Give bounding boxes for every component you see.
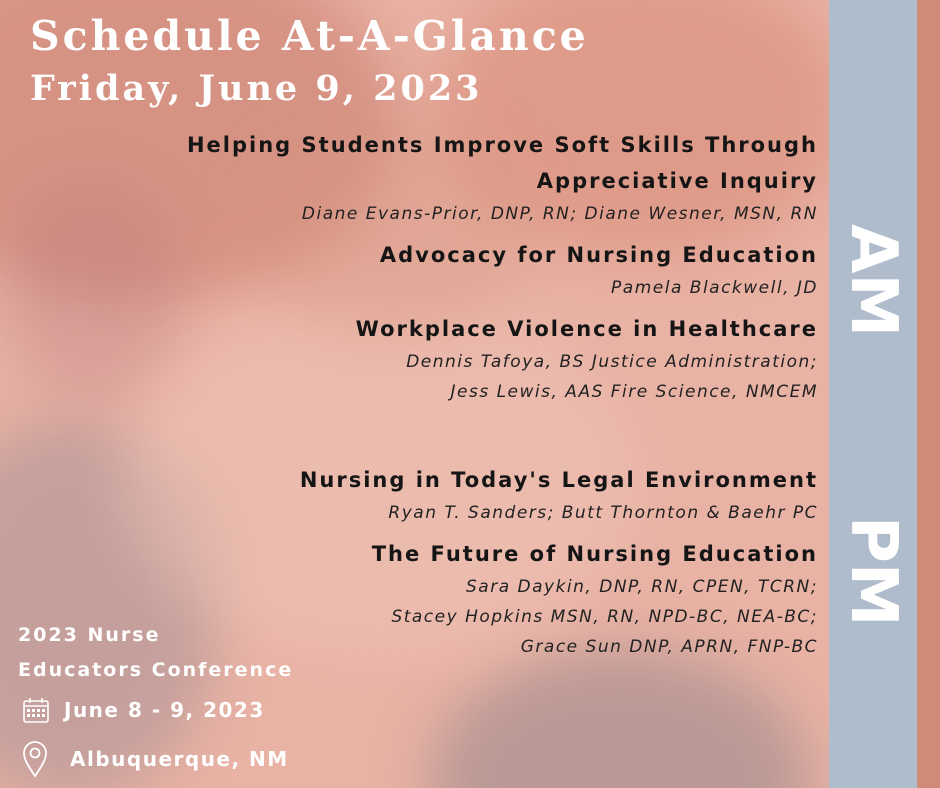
session-title: Appreciative Inquiry <box>536 169 818 193</box>
session-speakers: Diane Evans-Prior, DNP, RN; Diane Wesner, MSN, RN <box>301 204 818 224</box>
session-speakers: Pamela Blackwell, JD <box>611 278 818 298</box>
conference-name-line: 2023 Nurse <box>18 624 161 646</box>
page-title: Schedule At-A-Glance <box>30 12 589 60</box>
conference-dates-row <box>22 696 265 724</box>
time-band <box>829 0 917 788</box>
session-title: Advocacy for Nursing Education <box>379 243 818 267</box>
session-future-nursing <box>372 536 818 662</box>
session-workplace-violence <box>356 311 818 407</box>
right-edge-strip <box>917 0 940 788</box>
am-label: AM <box>836 224 910 338</box>
calendar-icon <box>22 696 50 724</box>
session-speakers: Grace Sun DNP, APRN, FNP-BC <box>520 637 818 657</box>
session-advocacy <box>380 237 818 303</box>
conference-name-line: Educators Conference <box>18 659 294 681</box>
session-title: Nursing in Today's Legal Environment <box>299 468 818 492</box>
session-speakers: Sara Daykin, DNP, RN, CPEN, TCRN; <box>466 577 818 597</box>
session-speakers: Dennis Tafoya, BS Justice Administration; <box>406 352 818 372</box>
session-soft-skills <box>187 127 818 229</box>
session-title: Workplace Violence in Healthcare <box>355 317 818 341</box>
conference-location-row <box>22 740 289 778</box>
session-legal-environment <box>300 462 818 528</box>
location-pin-icon <box>22 740 48 778</box>
conference-name <box>18 618 338 688</box>
conference-dates: June 8 - 9, 2023 <box>64 698 265 722</box>
pm-label: PM <box>836 516 910 627</box>
session-speakers: Ryan T. Sanders; Butt Thornton & Baehr PC <box>388 503 818 523</box>
schedule-date: Friday, June 9, 2023 <box>30 68 483 109</box>
session-speakers: Jess Lewis, AAS Fire Science, NMCEM <box>450 382 818 402</box>
session-title: The Future of Nursing Education <box>371 542 818 566</box>
session-title: Helping Students Improve Soft Skills Through <box>186 133 818 157</box>
session-speakers: Stacey Hopkins MSN, RN, NPD-BC, NEA-BC; <box>391 607 818 627</box>
conference-location: Albuquerque, NM <box>70 747 289 771</box>
